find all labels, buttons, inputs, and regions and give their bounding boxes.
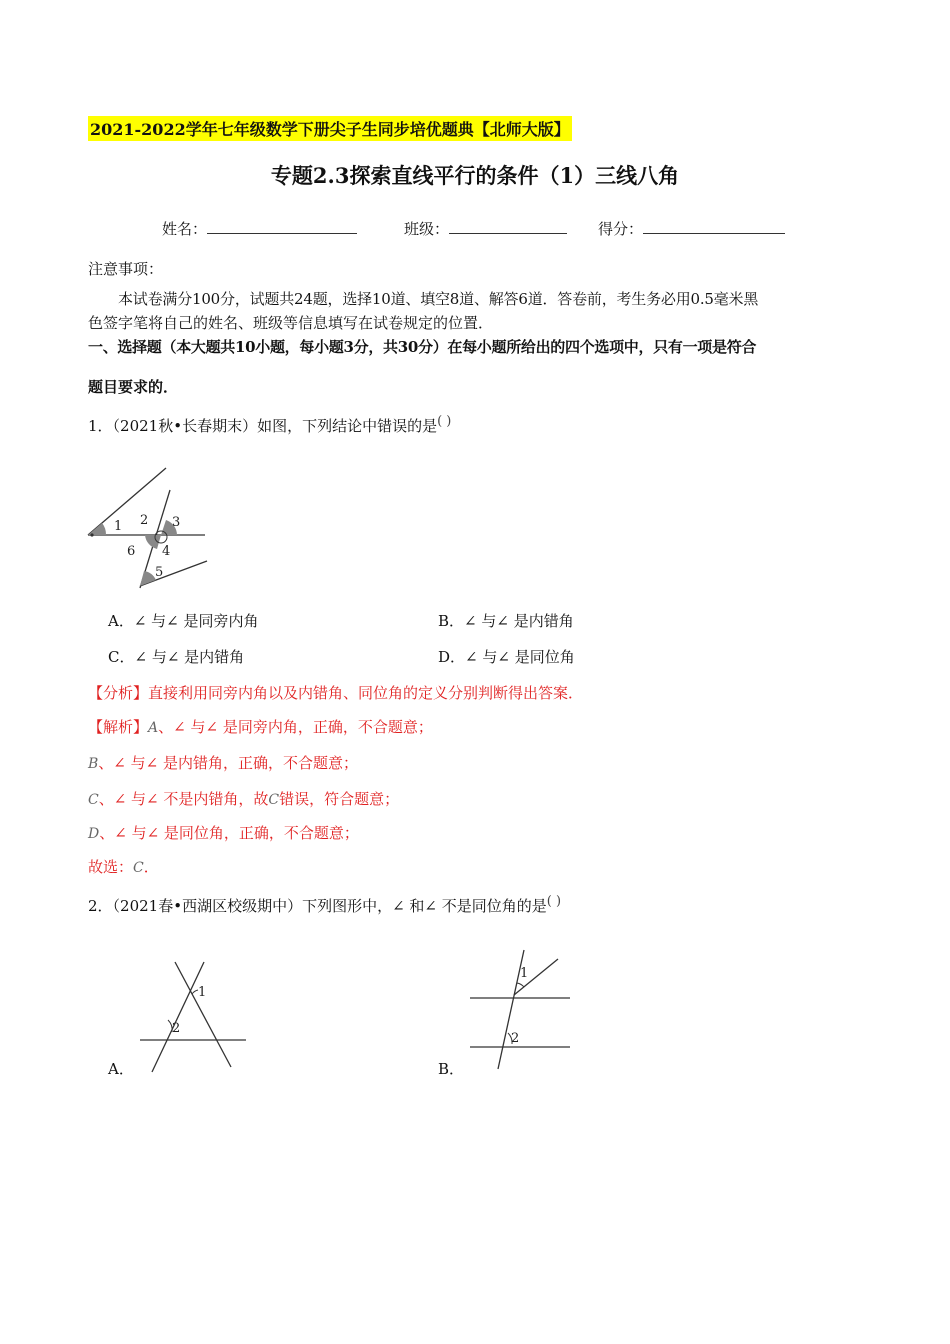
q1-option-d-letter: D．: [438, 648, 466, 666]
q2-figure-a: [130, 950, 260, 1075]
q2-stem-text: 2．（2021春•西湖区校级期中）下列图形中，∠ 和∠ 不是同位角的是: [88, 897, 547, 915]
q1-solution-c-letter: C: [88, 792, 99, 808]
name-label: 姓名：: [162, 220, 208, 238]
q2b-label-1: 1: [520, 966, 529, 981]
section-heading-line-2: 题目要求的．: [88, 378, 179, 396]
q1-fig-label-3: 3: [172, 515, 181, 530]
q1-option-c-text: ∠ 与∠ 是内错角: [134, 648, 245, 666]
q1-fig-label-5: 5: [155, 565, 164, 580]
q1-point: [90, 533, 93, 536]
q1-solution-tag: 【解析】: [88, 718, 149, 736]
q1-upper-transversal: [88, 468, 166, 535]
q1-solution-c-letter-2: C: [268, 792, 280, 808]
question-2-stem: [88, 894, 561, 916]
q2b-angle-1-arc: [517, 983, 524, 987]
q1-solution-d-letter: D: [88, 826, 100, 842]
page-title: 专题2.3探索直线平行的条件（1）三线八角: [270, 163, 680, 188]
q1-option-d[interactable]: [438, 646, 575, 667]
q1-fig-label-6: 6: [127, 544, 136, 559]
score-blank[interactable]: [643, 219, 785, 234]
notice-line-2: 色签字笔将自己的姓名、班级等信息填写在试卷规定的位置．: [88, 314, 494, 332]
q2a-label-1: 1: [198, 985, 207, 1000]
q1-solution-c-text-2: 错误，符合题意；: [279, 790, 400, 808]
q1-solution-c: [88, 788, 399, 809]
q1-figure: [80, 460, 220, 590]
score-label: 得分：: [598, 220, 644, 238]
q1-option-d-text: ∠ 与∠ 是同位角: [465, 648, 575, 666]
q1-answer-letter: C: [133, 860, 144, 876]
q1-option-a[interactable]: [108, 610, 259, 631]
q1-option-b-text: ∠ 与∠ 是内错角: [464, 612, 574, 630]
q1-answer-prefix: 故选：: [88, 858, 134, 876]
q2b-label-2: 2: [511, 1031, 520, 1046]
class-label: 班级：: [404, 220, 450, 238]
q1-analysis: [88, 682, 583, 703]
q1-answer-paren: ( ): [437, 414, 452, 429]
q2-option-b[interactable]: B．: [438, 1060, 465, 1078]
q1-option-b-letter: B．: [438, 612, 465, 630]
q1-solution-a-letter: A: [148, 720, 159, 736]
series-title: 2021-2022学年七年级数学下册尖子生同步培优题典【北师大版】: [88, 116, 572, 141]
q2-figure-b: [460, 945, 580, 1075]
q1-angle-5-shade: [140, 571, 156, 586]
q1-solution-a: [88, 716, 433, 737]
q1-solution-b-text: 、∠ 与∠ 是内错角，正确，不合题意；: [98, 754, 358, 772]
q1-answer: [88, 856, 159, 877]
q2a-line-left-to-right: [175, 962, 231, 1067]
q1-angle-1-shade: [88, 523, 106, 535]
q1-solution-d: [88, 822, 359, 843]
q1-fig-label-1: 1: [114, 519, 123, 534]
q1-fig-label-2: 2: [140, 513, 149, 528]
q1-analysis-text: 直接利用同旁内角以及内错角、同位角的定义分别判断得出答案．: [148, 684, 584, 702]
q1-option-a-text: ∠ 与∠ 是同旁内角: [133, 612, 259, 630]
q1-solution-c-text-1: 、∠ 与∠ 不是内错角，故: [98, 790, 269, 808]
name-blank[interactable]: [207, 219, 357, 234]
q1-solution-d-text: 、∠ 与∠ 是同位角，正确，不合题意；: [99, 824, 359, 842]
name-field[interactable]: [162, 218, 357, 239]
q1-solution-b-letter: B: [88, 756, 99, 772]
q1-analysis-tag: 【分析】: [88, 684, 149, 702]
notice-line-1: 本试卷满分100分，试题共24题，选择10道、填空8道、解答6道．答卷前，考生务必用0.5毫米黑: [118, 290, 759, 308]
q1-solution-b: [88, 752, 358, 773]
notice-heading: 注意事项：: [88, 260, 164, 278]
q1-solution-a-text: 、∠ 与∠ 是同旁内角，正确，不合题意；: [158, 718, 433, 736]
q1-fig-label-4: 4: [162, 544, 171, 559]
class-field[interactable]: [404, 218, 567, 239]
q1-option-b[interactable]: [438, 610, 574, 631]
q1-stem-text: 1．（2021秋•长春期末）如图，下列结论中错误的是: [88, 417, 438, 435]
q1-option-c-letter: C．: [108, 648, 135, 666]
q1-option-c[interactable]: [108, 646, 244, 667]
q2-option-a[interactable]: A．: [108, 1060, 134, 1078]
q2a-label-2: 2: [172, 1021, 181, 1036]
class-blank[interactable]: [449, 219, 567, 234]
q2-answer-paren: ( ): [546, 894, 562, 909]
question-1-stem: [88, 414, 451, 436]
section-heading-line-1: 一、选择题（本大题共10小题，每小题3分，共30分）在每小题所给出的四个选项中，只有一项是符合: [88, 338, 757, 356]
q2a-line-right-to-left: [152, 962, 207, 1072]
q1-option-a-letter: A．: [108, 612, 134, 630]
q1-answer-end: ．: [143, 858, 159, 876]
score-field[interactable]: [598, 218, 785, 239]
